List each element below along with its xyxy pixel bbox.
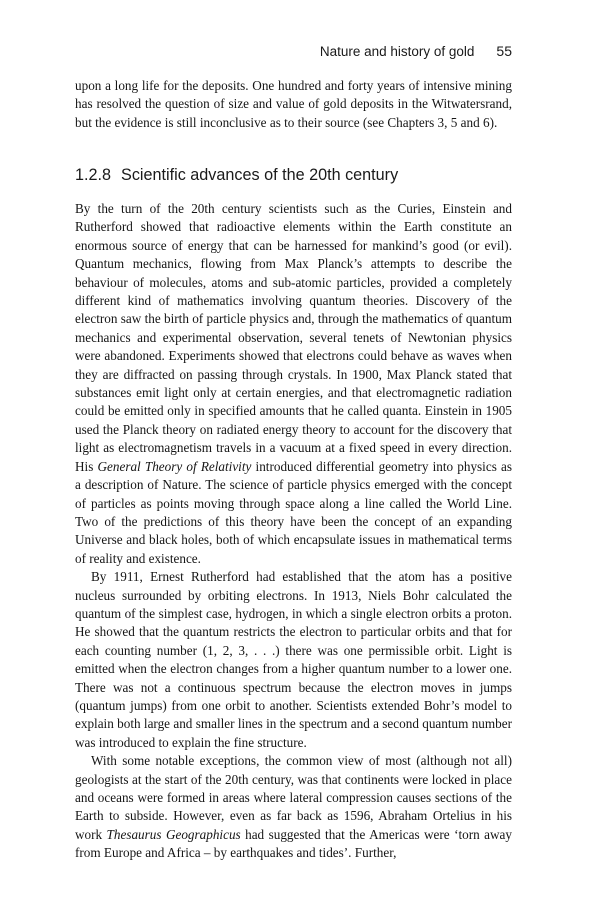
section-heading — [75, 166, 398, 185]
section-body — [75, 200, 512, 863]
section-number: 1.2.8 — [75, 166, 112, 184]
intro-text — [75, 77, 512, 132]
section-title: Scientific advances of the 20th century — [121, 166, 399, 184]
paragraph-1-italic-title: General Theory of Relativity — [97, 458, 252, 474]
paragraph-3-part-2: had suggested that the Americas were ‘torn away from Europe and Africa – by earthquakes and tides’. Further, — [75, 826, 512, 861]
running-title: Nature and history of gold — [319, 44, 475, 59]
paragraph-2: By 1911, Ernest Rutherford had established that the atom has a positive nucleus surrounded by orbiting electrons. In 1913, Niels Bohr calculated the quantum of the simplest case, hydrogen, in which a single electron orbits a proton. He showed that the quantum restricts the electron to particular orbits and that for each counting number (1, 2, 3, . . .) there was one permissible orbit. Light is emitted when the electron changes from a higher quantum number to a lower one. There was not a continuous spectrum because the electron moves in jumps (quantum jumps) from one orbit to another. Scientists extended Bohr’s model to explain both large and smaller lines in the spectrum and a second quantum number was introduced to explain the fine structure. — [75, 569, 512, 750]
paragraph-3-italic-title: Thesaurus Geographicus — [106, 826, 241, 842]
paragraph-3-part-1: With some notable exceptions, the common view of most (although not all) geologists at the start of the 20th century, was that continents were locked in place and oceans were formed in areas where lateral compression causes sections of the Earth to subside. However, even as far back as 1596, Abraham Ortelius in his work — [75, 753, 512, 842]
paragraph-1-part-2: introduced differential geometry into physics as a description of Nature. The science of particle physics emerged with the concept of particles as points moving through space along a line called the World Line. Two of the predictions of this theory have been the concept of an expanding Universe and black holes, both of which encapsulate issues in mathematical terms of reality and existence. — [75, 458, 512, 566]
paragraph-1-part-1: By the turn of the 20th century scientists such as the Curies, Einstein and Rutherford showed that radioactive elements within the Earth constitute an enormous source of energy that can be harnessed for mankind’s good (or evil). Quantum mechanics, flowing from Max Planck’s attempts to describe the behaviour of molecules, atoms and sub-atomic particles, provided a completely different kind of mathematics involving quantum theories. Discovery of the electron saw the birth of particle physics and, through the mathematics of quantum mechanics and experimental observation, several tenets of Newtonian physics were abandoned. Experiments showed that electrons could behave as waves when they are diffracted on passing through crystals. In 1900, Max Planck stated that substances emit light only at certain energies, and that electromagnetic radiation could be emitted only in specified amounts that he called quanta. Einstein in 1905 used the Planck theory on radiated energy theory to account for the discovery that light as electromagnetism travels in a vacuum at a fixed speed in every direction. His — [75, 201, 512, 474]
paragraph-1 — [75, 200, 512, 568]
running-header — [320, 43, 512, 59]
paragraph-3 — [75, 752, 512, 862]
page-number: 55 — [496, 43, 512, 59]
intro-paragraph: upon a long life for the deposits. One hundred and forty years of intensive mining has resolved the question of size and value of gold deposits in the Witwatersrand, but the evidence is still inconclusive as to their source (see Chapters 3, 5 and 6). — [75, 78, 512, 130]
